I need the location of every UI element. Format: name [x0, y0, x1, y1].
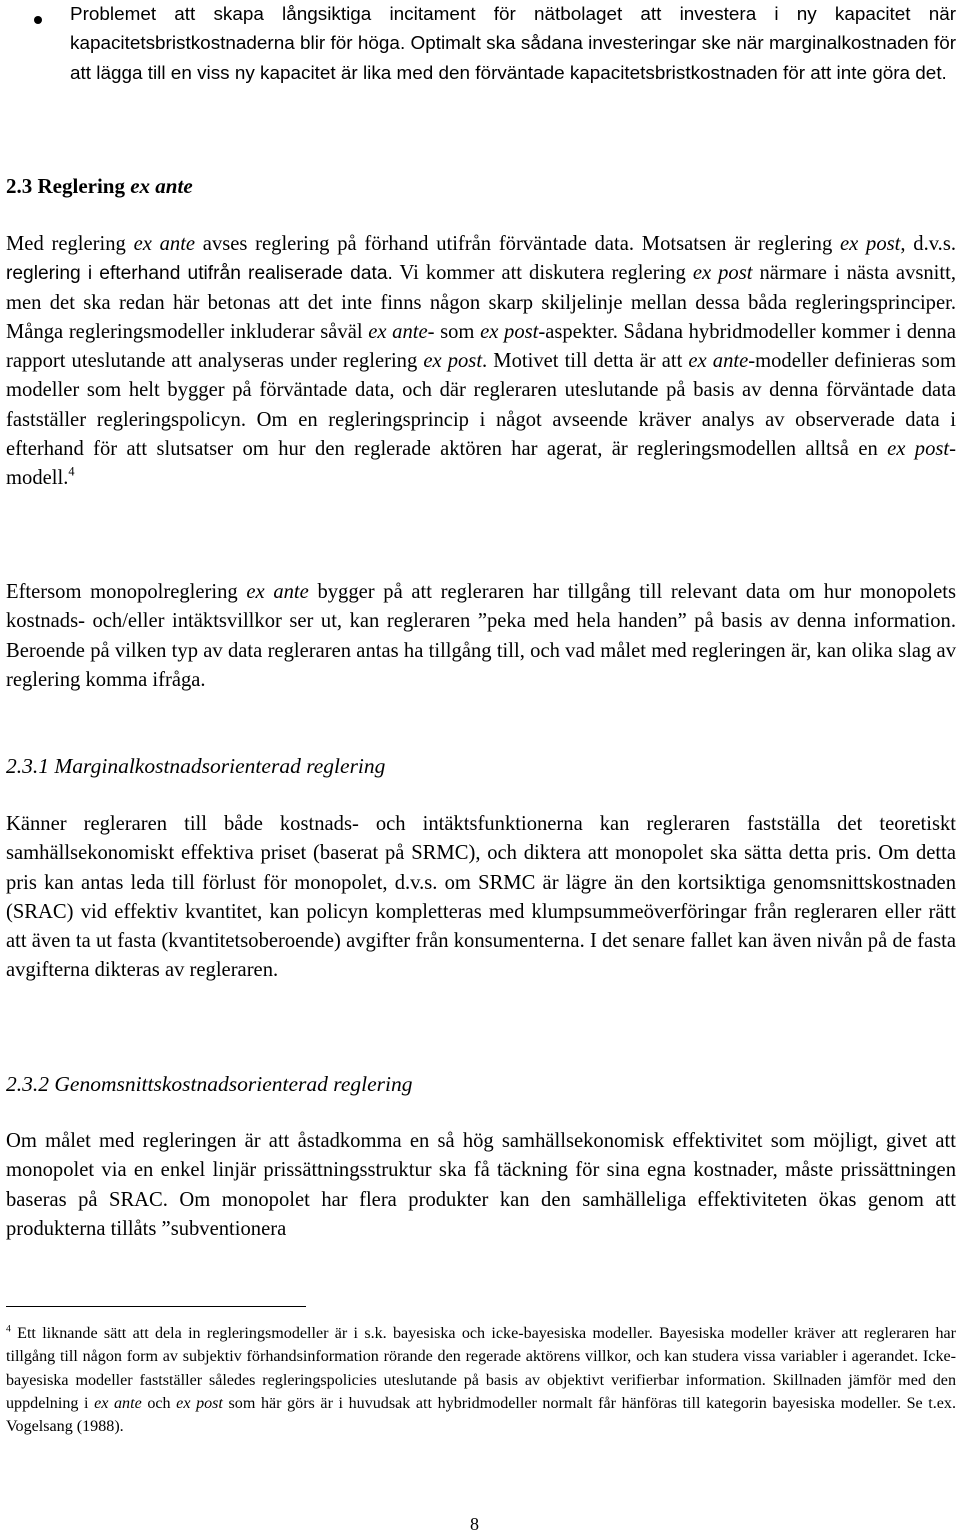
text-run: Med reglering	[6, 233, 134, 255]
bullet-list-item	[70, 0, 956, 88]
text-run: -aspekter. Sådana hybridmodeller kommer i denna rapport uteslutande att analyseras under reglering	[6, 320, 957, 373]
text-run: Känner regleraren till både kostnads- och intäktsfunktionerna kan regleraren fastställa det teoretiskt samhällsekonomiskt effektiva priset (baserat på SRMC), och diktera att monopolet ska sätta detta pris. Om detta pris kan antas leda till förlust för monopolet, d.v.s. om SRMC är lägre än den kortsiktiga genomsnittskostnaden (SRAC) vid effektiv kvantitet, kan policyn kompletteras med klumpsummeöverföringar från regleraren eller rätt att även ta ut fasta (kvantitetsoberoende) avgifter från konsumenterna. I det senare fallet kan även nivån på de fasta avgifterna dikteras av regleraren.	[6, 813, 956, 982]
italic-run: ex ante	[94, 1394, 142, 1412]
text-run: och	[141, 1394, 177, 1412]
bullet-item-text: Problemet att skapa långsiktiga incitament för nätbolaget att investera i ny kapacitet när kapacitetsbristkostnaderna blir för höga. Optimalt ska sådana investeringar ske när marginalkostnaden för att lägga till en viss ny kapacitet är lika med den förväntade kapacitetsbristkostnaden för att inte göra det.	[70, 4, 956, 84]
section-heading-number: 2.3 Reglering	[6, 174, 131, 198]
italic-run: ex ante	[368, 320, 428, 343]
text-run: . Motivet till detta är att	[482, 350, 689, 373]
section-heading-italic: ex ante	[130, 174, 193, 198]
italic-run: ex post	[692, 262, 753, 285]
text-run: -modeller definieras som modeller som helt bygger på förväntade data, och där regleraren uteslutande på basis av denna förväntade data fastställer regleringspolicyn. Om en regleringsprincip i något avseende kräver analys av observerade data i efterhand för att slutsatser om hur den reglerade aktören har agerat, är regleringsmodellen alltså en	[6, 350, 956, 461]
italic-run: ex post	[176, 1394, 223, 1412]
footnote-reference[interactable]: 4	[68, 464, 75, 479]
section-heading-2-3-2: 2.3.2 Genomsnittskostnadsorienterad reglering	[6, 1072, 413, 1096]
text-run: bygger på att regleraren har tillgång till relevant data om hur monopolets kostnads- och/eller intäktsvillkor ser ut, kan regleraren ”peka med hela handen” på basis av denna information. Beroende på vilken typ av data regleraren antas ha tillgång till, och vad målet med regleringen är, kan olika slag av reglering komma ifråga.	[6, 581, 956, 691]
italic-run: ex post	[887, 438, 950, 461]
section-heading-2-3-1: 2.3.1 Marginalkostnadsorienterad reglering	[6, 754, 386, 778]
italic-run: ex post	[423, 350, 483, 373]
text-run: Ett liknande sätt att dela in regleringsmodeller är i s.k. bayesiska och icke-bayesiska modeller. Bayesiska modeller kräver att regleraren har tillgång till någon form av subjektiv förhandsinformation rörande den regerade aktörens villkor, och kan studera vissa variabler i agerandet. Icke-bayesiska modeller fastställer således regleringspolicies uteslutande på basis av objektivt verifierbar information. Skillnaden jämför med den uppdelning i	[6, 1325, 956, 1412]
text-run: reglering i efterhand utifrån realiserade data.	[6, 263, 393, 285]
text-run: - som	[427, 320, 481, 343]
bullet-icon	[34, 16, 42, 24]
paragraph-average-cost	[6, 1127, 956, 1244]
footnote-number: 4	[6, 1323, 11, 1335]
italic-run: ex post	[840, 233, 901, 255]
paragraph-ex-ante-data	[6, 578, 956, 695]
footnote-4	[6, 1322, 956, 1438]
italic-run: ex post	[480, 320, 539, 343]
text-run: närmare i nästa avsnitt, men det ska redan här betonas att det inte finns någon skarp skiljelinje mellan dessa båda regleringsprinciper. Många regleringsmodeller inkluderar såväl	[6, 262, 956, 343]
text-run: Vi kommer att diskutera reglering	[392, 262, 693, 285]
italic-run: ex ante	[246, 581, 309, 603]
text-run: Eftersom monopolreglering	[6, 581, 247, 603]
section-heading-2-3	[6, 172, 193, 200]
paragraph-ex-ante-definition	[6, 230, 956, 494]
text-run: Om målet med regleringen är att åstadkomma en så hög samhällsekonomisk effektivitet som möjligt, givet att monopolet via en enkel linjär prissättningsstruktur ska få täckning för sina egna kostnader, måste prissättningen baseras på SRAC. Om monopolet har flera produkter kan den samhälleliga effektiviteten ökas genom att produkterna tillåts ”subventionera	[6, 1130, 956, 1240]
text-run: avses reglering på förhand utifrån förväntade data. Motsatsen är reglering	[195, 233, 841, 255]
page-number: 8	[470, 1514, 479, 1534]
paragraph-marginal-cost	[6, 810, 956, 986]
footnote-separator	[6, 1306, 306, 1307]
text-run: , d.v.s.	[900, 233, 956, 255]
text-run: -modell.	[6, 438, 956, 490]
text-run: som här görs är i huvudsak att hybridmodeller normalt får hänföras till kategorin bayesiska modeller. Se t.ex. Vogelsang (1988).	[6, 1394, 956, 1436]
italic-run: ex ante	[133, 233, 196, 255]
italic-run: ex ante	[688, 350, 749, 373]
